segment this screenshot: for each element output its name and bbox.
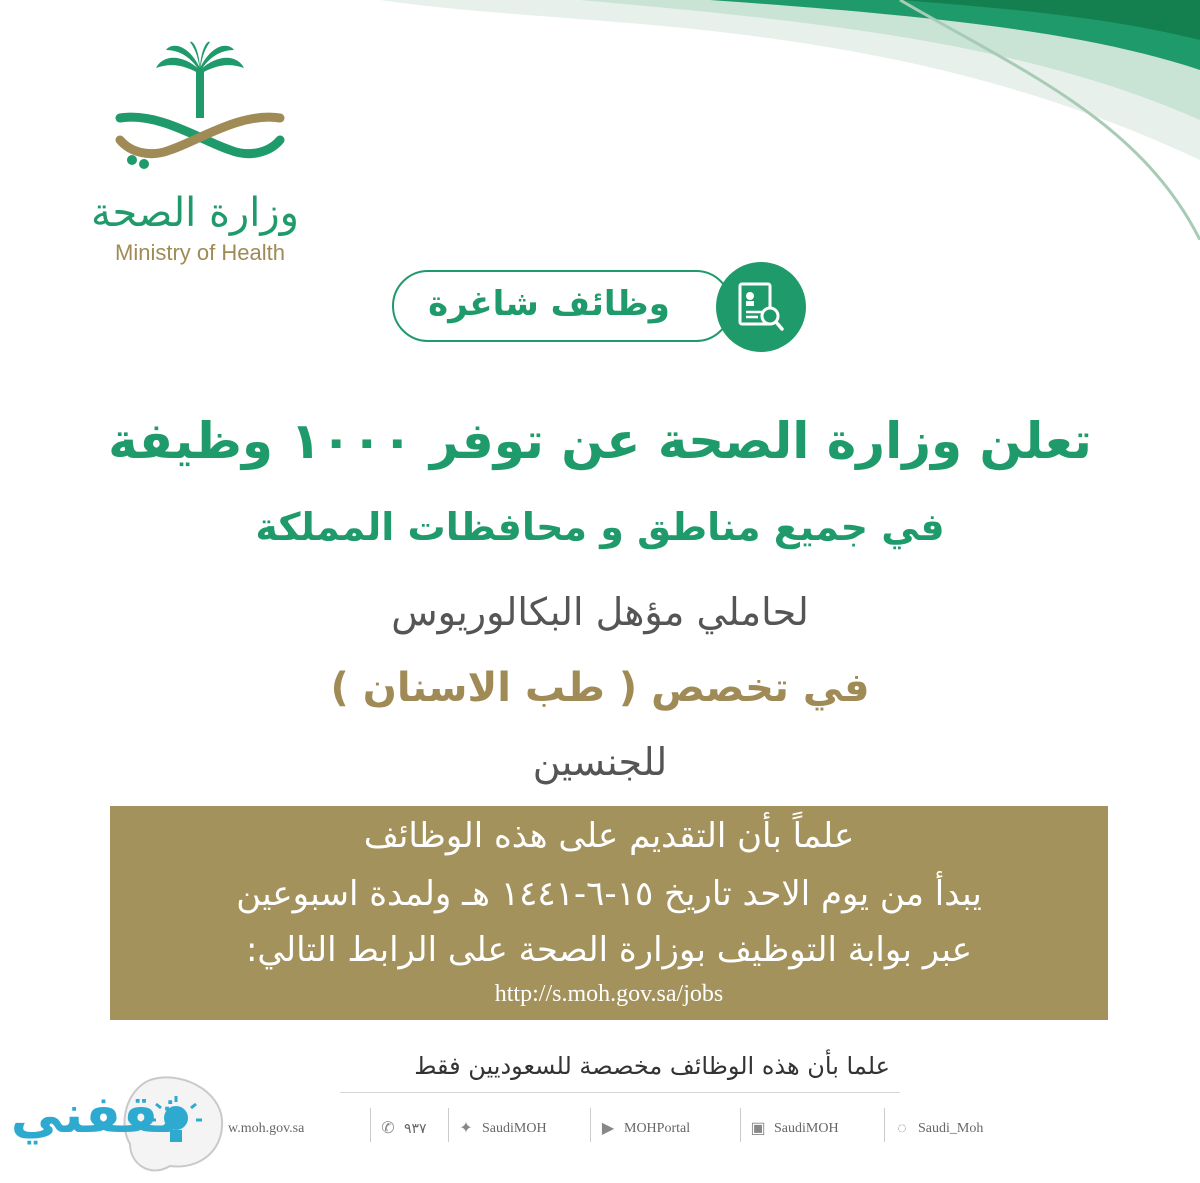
social-separator	[448, 1108, 449, 1142]
twitter-icon: ✦	[459, 1120, 473, 1137]
headline: تعلن وزارة الصحة عن توفر ١٠٠٠ وظيفة	[108, 412, 1092, 470]
qualification-text: لحاملي مؤهل البكالوريوس	[391, 590, 809, 634]
instagram-icon: ▣	[750, 1120, 766, 1137]
decorative-waves	[380, 0, 1200, 240]
watermark-text: ثقفني	[10, 1085, 180, 1145]
subheadline: في جميع مناطق و محافظات المملكة	[255, 505, 945, 549]
logo-arabic-name: وزارة الصحة	[91, 190, 299, 236]
document-search-icon	[716, 262, 806, 352]
social-youtube-label: MOHPortal	[624, 1121, 691, 1136]
notice-line-1: علماً بأن التقديم على هذه الوظائف	[363, 816, 855, 856]
social-website-label: w.moh.gov.sa	[228, 1121, 305, 1136]
vacancies-badge	[392, 270, 732, 342]
phone-icon: ✆	[381, 1120, 395, 1137]
palm-swords-emblem-icon	[80, 40, 320, 190]
social-twitter-label: SaudiMOH	[482, 1121, 547, 1136]
social-separator	[884, 1108, 885, 1142]
jobs-portal-link[interactable]: http://s.moh.gov.sa/jobs	[494, 981, 724, 1007]
ministry-logo	[80, 40, 320, 265]
social-twitter[interactable]	[456, 1112, 547, 1146]
social-phone[interactable]	[378, 1112, 427, 1146]
social-phone-label: ٩٣٧	[404, 1121, 427, 1137]
footer-divider	[340, 1092, 900, 1093]
application-notice-box	[110, 806, 1108, 1020]
social-separator	[740, 1108, 741, 1142]
social-youtube[interactable]	[598, 1112, 690, 1146]
social-snapchat-label: Saudi_Moh	[918, 1121, 984, 1136]
social-separator	[590, 1108, 591, 1142]
social-instagram[interactable]	[748, 1112, 839, 1146]
social-instagram-label: SaudiMOH	[774, 1121, 839, 1136]
gender-text: للجنسين	[532, 740, 668, 784]
logo-english-name: Ministry of Health	[115, 240, 285, 265]
snapchat-icon: ◌	[897, 1120, 907, 1137]
saudi-only-note: علما بأن هذه الوظائف مخصصة للسعوديين فقط	[414, 1052, 890, 1080]
notice-line-3: عبر بوابة التوظيف بوزارة الصحة على الرابط التالي:	[245, 930, 973, 970]
youtube-icon: ▶	[601, 1120, 615, 1137]
vacancies-label: وظائف شاغرة	[428, 284, 670, 324]
notice-line-2: يبدأ من يوم الاحد تاريخ ١٥-٦-١٤٤١ هـ ولمدة اسبوعين	[236, 874, 982, 914]
social-separator	[370, 1108, 371, 1142]
specialty-text: في تخصص ( طب الاسنان )	[330, 665, 870, 711]
social-snapchat[interactable]	[892, 1112, 983, 1146]
